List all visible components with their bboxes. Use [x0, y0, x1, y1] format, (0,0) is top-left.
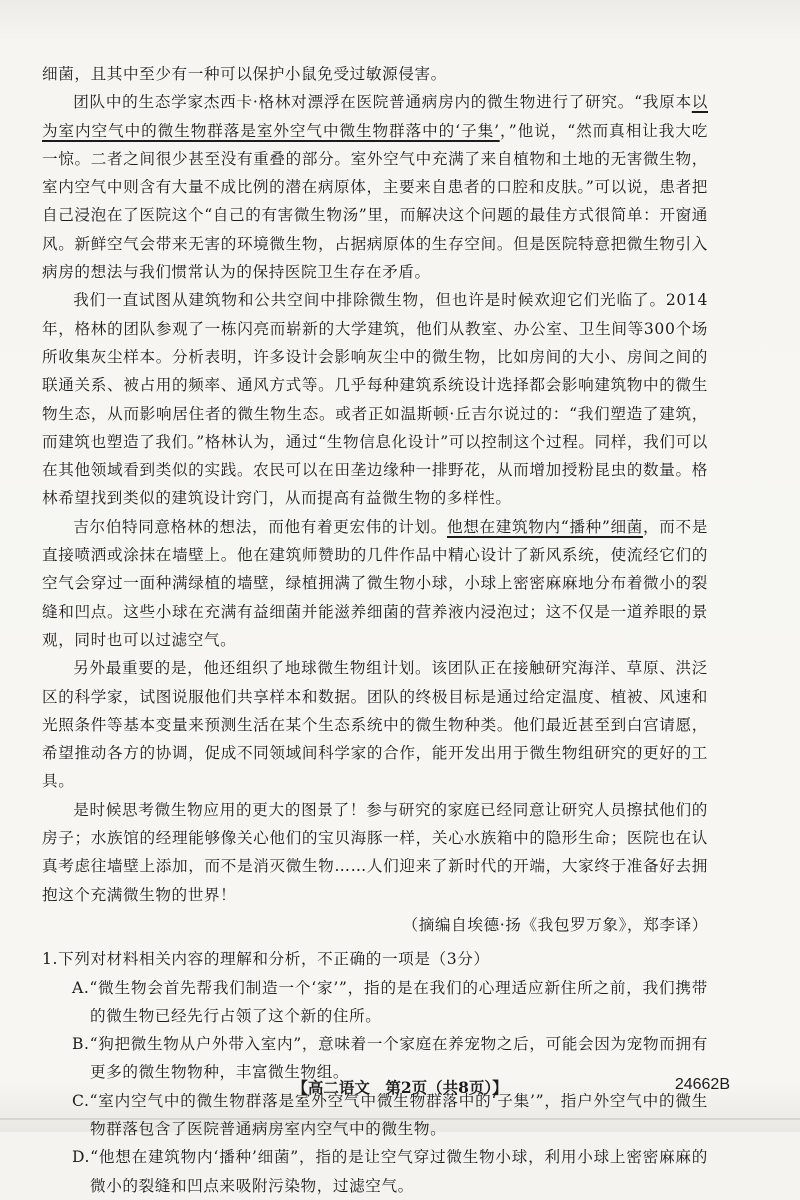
- underlined-quote-subset: 以为室内空气中的微生物群落是室外空气中微生物群落中的‘子集’: [42, 93, 708, 140]
- paragraph-2: 我们一直试图从建筑物和公共空间中排除微生物，但也许是时候欢迎它们光临了。2014年，格林的团队参观了一栋闪亮而崭新的大学建筑，他们从教室、办公室、卫生间等300个场所收集灰尘样本。分析表明，许多设计会影响灰尘中的微生物，比如房间的大小、房间之间的联通关系、被占用的频率、通风方式等。几乎每种建筑系统设计选择都会影响建筑物中的微生物生态，从而影响居住者的微生物生态。或者正如温斯顿·丘吉尔说过的：“我们塑造了建筑，而建筑也塑造了我们。”格林认为，通过“生物信息化设计”可以控制这个过程。同样，我们可以在其他领域看到类似的实践。农民可以在田垄边缘种一排野花，从而增加授粉昆虫的数量。格林希望找到类似的建筑设计窍门，从而提高有益微生物的多样性。: [42, 291, 708, 508]
- paper-fold-line: [0, 1118, 800, 1120]
- paragraph-1-text-c: ，”他说，“然而真相让我大吃一惊。二者之间很少甚至没有重叠的部分。室外空气中充满了来自植物和土地的无害微生物，室内空气中则含有大量不成比例的潜在病原体，主要来自患者的口腔和皮肤。”可以说，患者把自己浸泡在了医院这个“自己的有害微生物汤”里，而解决这个问题的最佳方式很简单：开窗通风。新鲜空气会带来无害的环境微生物，占据病原体的生存空间。但是医院特意把微生物引入病房的想法与我们惯常认为的保持医院卫生存在矛盾。: [42, 121, 708, 282]
- option-c[interactable]: C.“室内空气中的微生物群落是室外空气中微生物群落中的‘子集’”，指户外空气中的微生物群落包含了医院普通病房室内空气中的微生物。: [72, 1091, 708, 1138]
- question-stem: 1.下列对材料相关内容的理解和分析，不正确的一项是（3分）: [42, 950, 490, 969]
- option-d[interactable]: D.“他想在建筑物内‘播种’细菌”，指的是让空气穿过微生物小球，利用小球上密密麻麻的微小的裂缝和凹点来吸附污染物，过滤空气。: [72, 1148, 708, 1195]
- page-content: [42, 60, 708, 1200]
- option-b[interactable]: B.“狗把微生物从户外带入室内”，意味着一个家庭在养宠物之后，可能会因为宠物而拥有更多的微生物物种，丰富微生物组。: [72, 1035, 708, 1082]
- option-a[interactable]: A.“微生物会首先帮我们制造一个‘家’”，指的是在我们的心理适应新住所之前，我们携带的微生物已经先行占领了这个新的住所。: [72, 978, 708, 1025]
- paragraph-0: 细菌，且其中至少有一种可以保护小鼠免受过敏源侵害。: [42, 65, 447, 83]
- paragraph-3: [42, 513, 708, 654]
- footer-page-label: 【高二语文 第2页（共8页）】: [292, 1078, 508, 1097]
- footer-exam-code: 24662B: [674, 1076, 730, 1093]
- underlined-quote-seeding: 他想在建筑物内“播种”细菌: [447, 517, 644, 536]
- source-citation: （摘编自埃德·扬《我包罗万象》，郑李译）: [402, 915, 708, 934]
- paragraph-3-text-a: 吉尔伯特同意格林的想法，而他有着更宏伟的计划。: [73, 517, 447, 536]
- paragraph-1: [42, 88, 708, 286]
- paragraph-3-text-c: ，而不是直接喷洒或涂抹在墙壁上。他在建筑师赞助的几件作品中精心设计了新风系统，使流经它们的空气会穿过一面种满绿植的墙壁，绿植拥满了微生物小球，小球上密密麻麻地分布着微小的裂缝和凹点。这些小球在充满有益细菌并能滋养细菌的营养液内浸泡过；这不仅是一道养眼的景观，同时也可以过滤空气。: [42, 517, 708, 649]
- paragraph-5: 是时候思考微生物应用的更大的图景了！参与研究的家庭已经同意让研究人员擦拭他们的房子；水族馆的经理能够像关心他们的宝贝海豚一样，关心水族箱中的隐形生命；医院也在认真考虑往墙壁上添加，而不是消灭微生物……人们迎来了新时代的开端，大家终于准备好去拥抱这个充满微生物的世界！: [42, 800, 708, 904]
- question-1: [42, 945, 708, 1200]
- paragraph-4: 另外最重要的是，他还组织了地球微生物组计划。该团队正在接触研究海洋、草原、洪泛区的科学家，试图说服他们共享样本和数据。团队的终极目标是通过给定温度、植被、风速和光照条件等基本变量来预测生活在某个生态系统中的微生物种类。他们最近甚至到白宫请愿，希望推动各方的协调，促成不同领域间科学家的合作，能开发出用于微生物组研究的更好的工具。: [42, 659, 708, 791]
- paragraph-1-text-a: 团队中的生态学家杰西卡·格林对漂浮在医院普通病房内的微生物进行了研究。“我原本: [73, 93, 692, 112]
- page-footer: [0, 1076, 800, 1106]
